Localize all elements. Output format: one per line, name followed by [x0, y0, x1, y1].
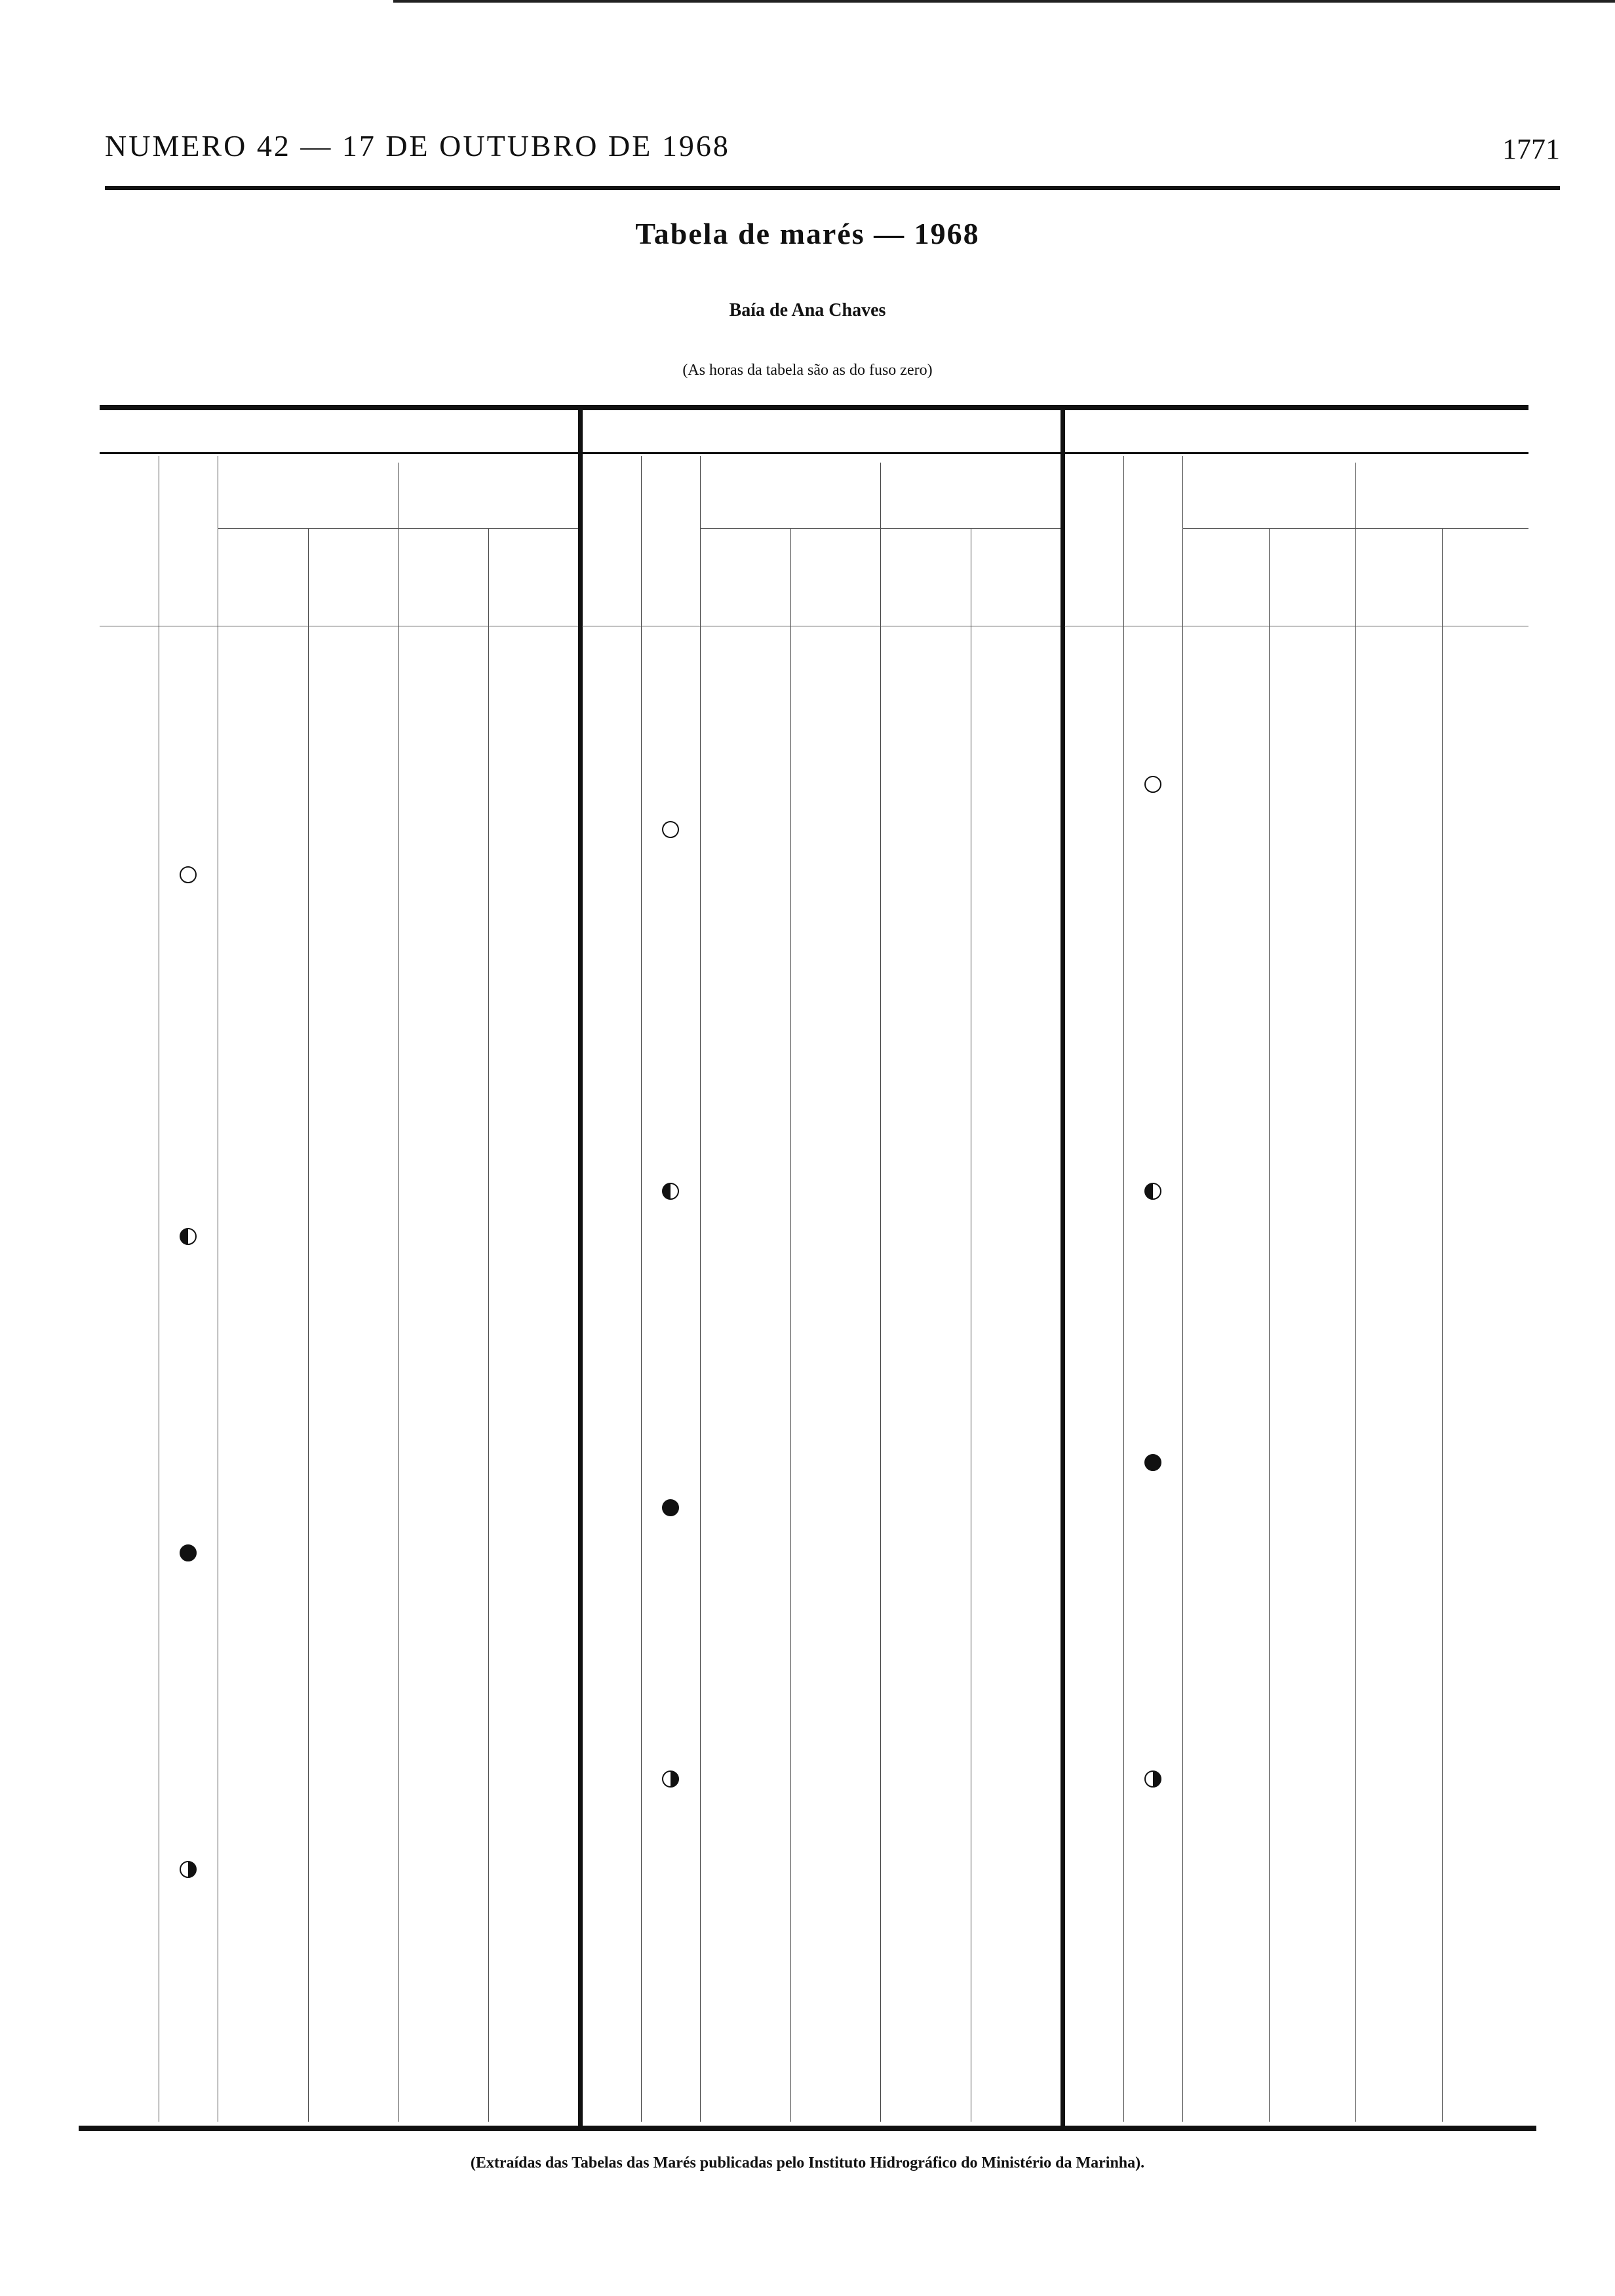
page-header [105, 128, 1560, 168]
header-rule [105, 186, 1560, 190]
moon-phase-quarter-icon [641, 819, 700, 843]
issue-line: NUMERO 42 — 17 DE OUTUBRO DE 1968 [105, 129, 730, 163]
moon-last-icon [662, 1183, 679, 1200]
moon-phase-last-icon [641, 1181, 700, 1205]
col-rule [1355, 463, 1356, 2122]
col-rule [398, 463, 399, 2122]
moon-last-icon [1144, 1183, 1161, 1200]
moon-first-icon [1144, 1770, 1161, 1788]
moon-phase-full-icon [1123, 1452, 1182, 1476]
header-rule [1182, 528, 1528, 529]
moon-quarter-icon [1144, 776, 1161, 793]
moon-phase-last-icon [1123, 1181, 1182, 1205]
month-title-novembro [582, 409, 1060, 451]
moon-phase-first-icon [1123, 1769, 1182, 1793]
col-rule [1182, 456, 1183, 2122]
col-rule [641, 456, 642, 2122]
month-title-outubro [100, 409, 578, 451]
month-title-rule [100, 452, 1528, 454]
col-rule [790, 528, 791, 2122]
timezone-note: (As horas da tabela são as do fuso zero) [682, 362, 933, 379]
top-border [393, 0, 1615, 3]
col-rule [880, 463, 881, 2122]
col-rule [1442, 528, 1443, 2122]
moon-phase-full-icon [159, 1542, 218, 1567]
moon-phase-last-icon [159, 1226, 218, 1250]
moon-first-icon [662, 1770, 679, 1788]
header-rule [218, 528, 578, 529]
page-number: 1771 [1502, 133, 1560, 165]
moon-full-icon [1144, 1454, 1161, 1471]
moon-first-icon [180, 1861, 197, 1878]
moon-quarter-icon [662, 821, 679, 838]
month-separator-1 [578, 405, 583, 2128]
moon-full-icon [662, 1499, 679, 1516]
moon-phase-full-icon [641, 1497, 700, 1521]
col-rule [308, 528, 309, 2122]
moon-phase-quarter-icon [159, 864, 218, 889]
col-rule [488, 528, 489, 2122]
moon-phase-first-icon [159, 1859, 218, 1883]
moon-full-icon [180, 1544, 197, 1561]
month-title-dezembro [1064, 409, 1528, 451]
source-footnote: (Extraídas das Tabelas das Marés publicadas pelo Instituto Hidrográfico do Ministério da Marinha). [470, 2154, 1145, 2172]
page-title: Tabela de marés — 1968 [635, 217, 980, 250]
col-rule [700, 456, 701, 2122]
col-rule [1269, 528, 1270, 2122]
moon-phase-first-icon [641, 1769, 700, 1793]
location-subtitle: Baía de Ana Chaves [729, 300, 886, 320]
month-separator-2 [1060, 405, 1065, 2128]
col-rule [1123, 456, 1124, 2122]
moon-quarter-icon [180, 866, 197, 883]
table-bottom-rule [79, 2126, 1536, 2131]
header-rule [700, 528, 1060, 529]
moon-phase-quarter-icon [1123, 774, 1182, 798]
moon-last-icon [180, 1228, 197, 1245]
